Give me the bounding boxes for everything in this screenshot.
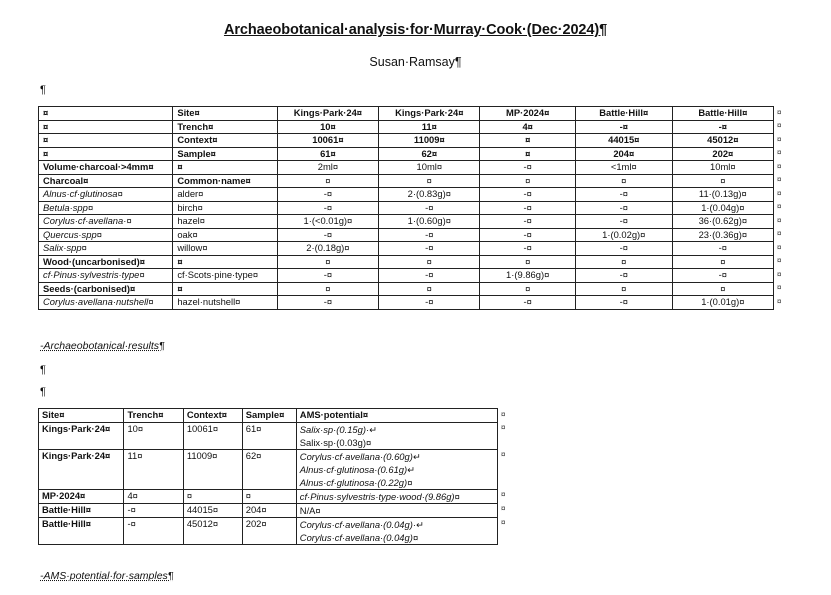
- table-row: [39, 201, 774, 215]
- table-cell: Kings·Park·24¤: [277, 107, 378, 121]
- table-row: [39, 422, 498, 449]
- table-cell: -¤: [575, 296, 672, 310]
- table-cell: Common·name¤: [173, 174, 277, 188]
- archaeobotanical-results-table: [38, 106, 774, 310]
- table-cell: -¤: [575, 269, 672, 283]
- document-title: Archaeobotanical·analysis·for·Murray·Cook·(Dec·2024)¶: [223, 22, 608, 38]
- table-row: [39, 503, 498, 517]
- table-row: [39, 161, 774, 175]
- table-row: [39, 255, 774, 269]
- table-cell: -¤: [575, 215, 672, 229]
- table-cell: -¤: [379, 242, 480, 256]
- table-cell: 1·(0.02g)¤: [575, 228, 672, 242]
- table-cell-site: Battle·Hill¤: [39, 517, 124, 544]
- table-cell: Kings·Park·24¤: [379, 107, 480, 121]
- end-of-row-mark: ¤: [777, 296, 782, 306]
- table-cell: 2ml¤: [277, 161, 378, 175]
- table-cell: ¤: [173, 255, 277, 269]
- end-of-row-mark: ¤: [777, 229, 782, 238]
- end-of-row-mark: ¤: [777, 107, 782, 117]
- table-cell: 1·(9.86g)¤: [480, 269, 575, 283]
- table-cell: 202¤: [672, 147, 773, 161]
- table-cell: -¤: [575, 120, 672, 134]
- end-of-row-mark: ¤: [777, 283, 782, 292]
- table1-caption: -Archaeobotanical·results¶: [40, 340, 165, 352]
- table-cell: Quercus·spp¤: [39, 228, 173, 242]
- table-row: [39, 489, 498, 503]
- table-cell: -¤: [575, 242, 672, 256]
- table-cell: ¤: [672, 282, 773, 296]
- table-cell-sample: ¤: [242, 489, 296, 503]
- table-row: [39, 174, 774, 188]
- table-cell: -¤: [379, 201, 480, 215]
- table-cell: Seeds·(carbonised)¤: [39, 282, 173, 296]
- table-cell: ¤: [480, 282, 575, 296]
- table-cell: 1·(0.01g)¤: [672, 296, 773, 310]
- table-cell: 36·(0.62g)¤: [672, 215, 773, 229]
- table-cell: 61¤: [277, 147, 378, 161]
- paragraph-mark: ¶: [40, 386, 46, 398]
- table-cell: -¤: [277, 269, 378, 283]
- column-header: Sample¤: [242, 409, 296, 423]
- table-cell: ¤: [672, 174, 773, 188]
- table-cell: -¤: [379, 228, 480, 242]
- end-of-row-mark: ¤: [777, 134, 782, 144]
- table-cell: 1·(0.60g)¤: [379, 215, 480, 229]
- table-cell: 44015¤: [575, 134, 672, 148]
- table-cell-trench: -¤: [124, 503, 183, 517]
- ams-line: Corylus·cf·avellana·(0.04g)·↵: [299, 518, 424, 530]
- table-row: [39, 188, 774, 202]
- table-cell: ¤: [277, 255, 378, 269]
- table-row: [39, 107, 774, 121]
- table-cell: -¤: [480, 188, 575, 202]
- table-cell-site: Kings·Park·24¤: [39, 422, 124, 449]
- table-cell: -¤: [480, 296, 575, 310]
- table-cell: ¤: [379, 174, 480, 188]
- table-row: [39, 449, 498, 489]
- end-of-row-mark: ¤: [777, 242, 782, 252]
- end-of-row-mark: ¤: [501, 423, 506, 432]
- table-cell: -¤: [277, 228, 378, 242]
- table-cell: 1·(0.04g)¤: [672, 201, 773, 215]
- table-cell: -¤: [672, 269, 773, 283]
- table-cell: willow¤: [173, 242, 277, 256]
- table-cell: Trench¤: [173, 120, 277, 134]
- table-cell: MP·2024¤: [480, 107, 575, 121]
- table-cell: Volume·charcoal·>4mm¤: [39, 161, 173, 175]
- table-cell: 10¤: [277, 120, 378, 134]
- table-cell: Charcoal¤: [39, 174, 173, 188]
- table-cell: -¤: [672, 120, 773, 134]
- table-cell-sample: 61¤: [242, 422, 296, 449]
- table-cell-site: MP·2024¤: [39, 489, 124, 503]
- table-cell: ¤: [39, 120, 173, 134]
- table-cell: hazel¤: [173, 215, 277, 229]
- table-cell: 11009¤: [379, 134, 480, 148]
- end-of-row-mark: ¤: [501, 490, 506, 499]
- table-cell: 62¤: [379, 147, 480, 161]
- column-header: Site¤: [39, 409, 124, 423]
- table-row: [39, 215, 774, 229]
- table-cell: Sample¤: [173, 147, 277, 161]
- table-cell-trench: 4¤: [124, 489, 183, 503]
- table-cell-site: Battle·Hill¤: [39, 503, 124, 517]
- table-row: [39, 147, 774, 161]
- table-cell: Battle·Hill¤: [575, 107, 672, 121]
- table-cell: -¤: [480, 228, 575, 242]
- table-cell-context: ¤: [183, 489, 242, 503]
- table-cell-trench: 11¤: [124, 449, 183, 489]
- table-cell: -¤: [480, 161, 575, 175]
- table-cell: -¤: [277, 188, 378, 202]
- table-cell: -¤: [575, 188, 672, 202]
- table-cell: birch¤: [173, 201, 277, 215]
- end-of-row-mark: ¤: [777, 161, 782, 171]
- table-cell-sample: 204¤: [242, 503, 296, 517]
- table-row: [39, 282, 774, 296]
- table-cell: Context¤: [173, 134, 277, 148]
- table-cell: ¤: [39, 107, 173, 121]
- table-cell-ams: [296, 422, 497, 449]
- table-row: [39, 242, 774, 256]
- table-cell: 45012¤: [672, 134, 773, 148]
- table-row: [39, 296, 774, 310]
- table-row: [39, 134, 774, 148]
- table-cell: hazel·nutshell¤: [173, 296, 277, 310]
- end-of-row-mark: ¤: [777, 188, 782, 198]
- table-cell: 11·(0.13g)¤: [672, 188, 773, 202]
- table-cell: -¤: [277, 201, 378, 215]
- paragraph-mark: ¶: [40, 84, 46, 96]
- table-cell: ¤: [575, 255, 672, 269]
- table-cell: -¤: [379, 269, 480, 283]
- table-cell: -¤: [575, 201, 672, 215]
- table-cell-context: 10061¤: [183, 422, 242, 449]
- ams-line: Corylus·cf·avellana·(0.60g)↵: [299, 450, 421, 462]
- table-cell: alder¤: [173, 188, 277, 202]
- end-of-row-mark: ¤: [777, 202, 782, 211]
- table-cell-ams: [296, 449, 497, 489]
- paragraph-mark: ¶: [40, 364, 46, 376]
- table-cell: cf·Pinus·sylvestris·type¤: [39, 269, 173, 283]
- ams-line: Corylus·cf·avellana·(0.04g)¤: [299, 531, 419, 543]
- table-cell: 10061¤: [277, 134, 378, 148]
- table-cell: Site¤: [173, 107, 277, 121]
- table-cell: -¤: [379, 296, 480, 310]
- table-row: [39, 120, 774, 134]
- table-cell-ams: [296, 517, 497, 544]
- table-cell: 4¤: [480, 120, 575, 134]
- table-cell: ¤: [672, 255, 773, 269]
- document-author: Susan·Ramsay¶: [369, 55, 462, 69]
- table-cell: -¤: [480, 201, 575, 215]
- table-cell-trench: -¤: [124, 517, 183, 544]
- table2-caption: -AMS·potential·for·samples¶: [40, 570, 174, 582]
- table-cell: ¤: [379, 282, 480, 296]
- table-cell: 11¤: [379, 120, 480, 134]
- table-cell: 23·(0.36g)¤: [672, 228, 773, 242]
- ams-line: Salix·sp·(0.15g)·↵: [299, 423, 377, 435]
- ams-line: cf·Pinus·sylvestris·type·wood·(9.86g)¤: [299, 490, 460, 502]
- ams-line: N/A¤: [299, 504, 321, 516]
- table-cell: ¤: [379, 255, 480, 269]
- table-cell: ¤: [173, 282, 277, 296]
- table-cell: -¤: [480, 215, 575, 229]
- table-cell: ¤: [277, 174, 378, 188]
- ams-line: Salix·sp·(0.03g)¤: [299, 436, 372, 448]
- end-of-row-mark: ¤: [501, 518, 506, 527]
- table-cell: 204¤: [575, 147, 672, 161]
- table-header-row: [39, 409, 498, 423]
- end-of-row-mark: ¤: [501, 504, 506, 513]
- table-cell: oak¤: [173, 228, 277, 242]
- ams-potential-table: [38, 408, 498, 545]
- table-cell-sample: 202¤: [242, 517, 296, 544]
- table-cell: Salix·spp¤: [39, 242, 173, 256]
- table-cell-site: Kings·Park·24¤: [39, 449, 124, 489]
- table-cell-context: 44015¤: [183, 503, 242, 517]
- table-cell: 1·(<0.01g)¤: [277, 215, 378, 229]
- end-of-row-mark: ¤: [777, 175, 782, 184]
- table-cell-context: 45012¤: [183, 517, 242, 544]
- end-of-row-mark: ¤: [501, 409, 506, 419]
- table-cell: <1ml¤: [575, 161, 672, 175]
- table-cell: Corylus·cf·avellana·¤: [39, 215, 173, 229]
- end-of-row-mark: ¤: [777, 269, 782, 279]
- table-cell: ¤: [173, 161, 277, 175]
- end-of-row-mark: ¤: [777, 121, 782, 130]
- table-cell: Battle·Hill¤: [672, 107, 773, 121]
- table-row: [39, 228, 774, 242]
- table-cell: ¤: [575, 174, 672, 188]
- table-cell: 2·(0.18g)¤: [277, 242, 378, 256]
- table-cell: ¤: [39, 147, 173, 161]
- end-of-row-mark: ¤: [777, 148, 782, 157]
- table-cell: Betula·spp¤: [39, 201, 173, 215]
- column-header: Context¤: [183, 409, 242, 423]
- table-cell: -¤: [277, 296, 378, 310]
- column-header: AMS·potential¤: [296, 409, 497, 423]
- end-of-row-mark: ¤: [501, 450, 506, 459]
- ams-line: Alnus·cf·glutinosa·(0.22g)¤: [299, 476, 413, 488]
- ams-line: Alnus·cf·glutinosa·(0.61g)↵: [299, 463, 415, 475]
- table-cell: ¤: [277, 282, 378, 296]
- table-cell-sample: 62¤: [242, 449, 296, 489]
- table-cell: ¤: [39, 134, 173, 148]
- table-cell: Corylus·avellana·nutshell¤: [39, 296, 173, 310]
- table-cell: cf·Scots·pine·type¤: [173, 269, 277, 283]
- end-of-row-mark: ¤: [777, 215, 782, 225]
- table-cell: ¤: [575, 282, 672, 296]
- table-cell: 2·(0.83g)¤: [379, 188, 480, 202]
- table-cell: ¤: [480, 255, 575, 269]
- table-cell-ams: [296, 503, 497, 517]
- table-cell: Wood·(uncarbonised)¤: [39, 255, 173, 269]
- table-cell: ¤: [480, 147, 575, 161]
- table-cell: ¤: [480, 134, 575, 148]
- table-cell-ams: [296, 489, 497, 503]
- table-row: [39, 517, 498, 544]
- table-cell: ¤: [480, 174, 575, 188]
- table-cell: -¤: [672, 242, 773, 256]
- end-of-row-mark: ¤: [777, 256, 782, 265]
- table-cell: 10ml¤: [672, 161, 773, 175]
- table-row: [39, 269, 774, 283]
- table-cell: Alnus·cf·glutinosa¤: [39, 188, 173, 202]
- table-cell-trench: 10¤: [124, 422, 183, 449]
- table-cell: -¤: [480, 242, 575, 256]
- table-cell: 10ml¤: [379, 161, 480, 175]
- column-header: Trench¤: [124, 409, 183, 423]
- table-cell-context: 11009¤: [183, 449, 242, 489]
